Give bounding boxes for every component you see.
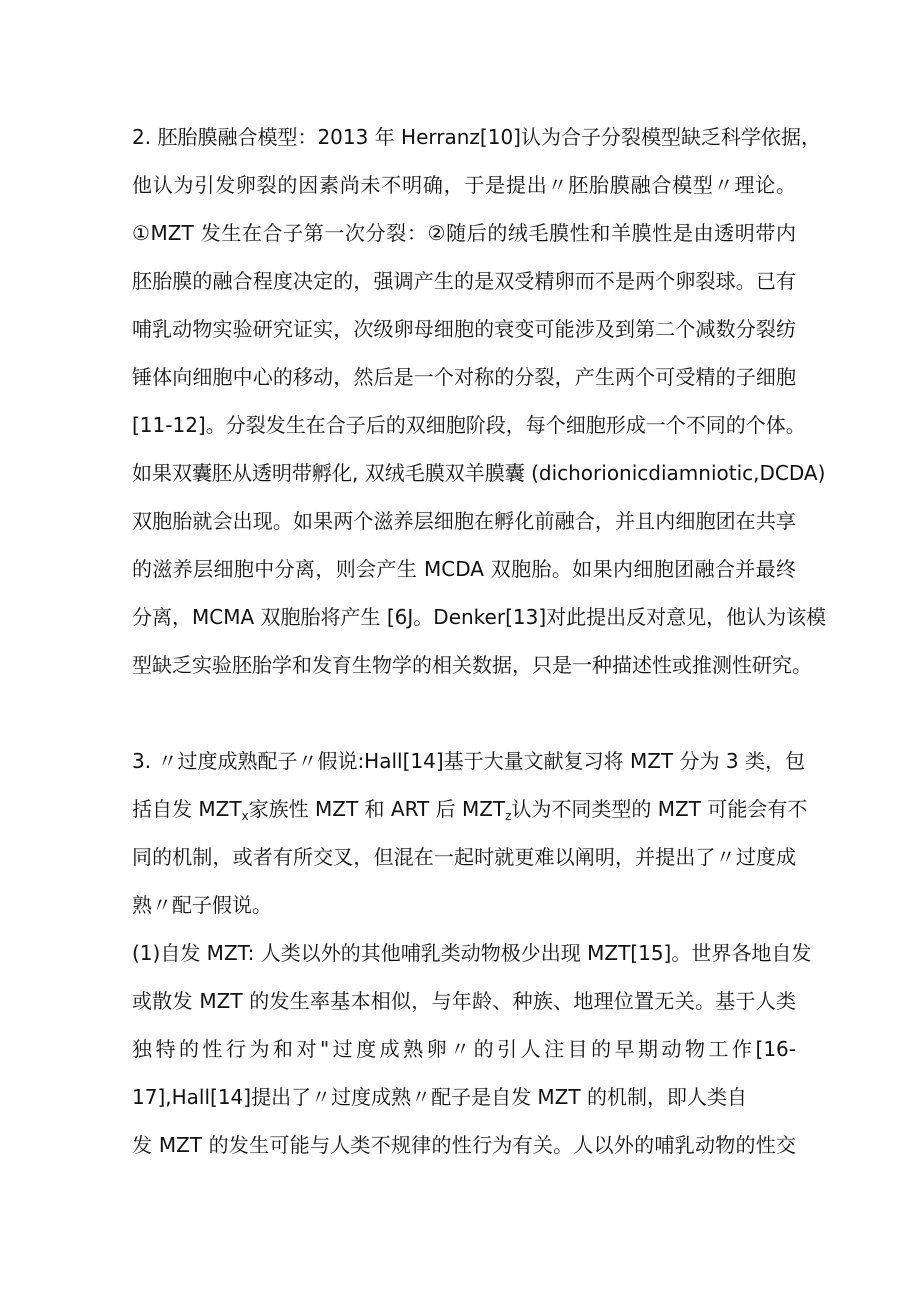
paragraph-3-line-2	[132, 794, 808, 824]
paragraph-2-line-10: 的滋养层细胞中分离，则会产生 MCDA 双胞胎。如果内细胞团融合并最终	[132, 557, 796, 581]
paragraph-2-line-12: 型缺乏实验胚胎学和发育生物学的相关数据，只是一种描述性或推测性研究。	[132, 653, 812, 677]
paragraph-2-line-4: 胚胎膜的融合程度决定的，强调产生的是双受精卵而不是两个卵裂球。已有	[132, 269, 796, 293]
subscript-z: z	[505, 809, 512, 823]
paragraph-3-1-line-3: 独特的性行为和对"过度成熟卵〃的引人注目的早期动物工作[16-	[132, 1037, 796, 1061]
paragraph-2-line-5: 哺乳动物实验研究证实，次级卵母细胞的衰变可能涉及到第二个减数分裂纺	[132, 317, 796, 341]
subscript-x: x	[241, 809, 249, 823]
paragraph-3-1-line-1: (1)自发 MZT: 人类以外的其他哺乳类动物极少出现 MZT[15]。世界各地自发	[132, 941, 812, 965]
paragraph-2-line-9: 双胞胎就会出现。如果两个滋养层细胞在孵化前融合，并且内细胞团在共享	[132, 509, 796, 533]
paragraph-3-1-line-4: 17],Hall[14]提出了〃过度成熟〃配子是自发 MZT 的机制，即人类自	[132, 1085, 747, 1109]
paragraph-3-line-2-part-c: 认为不同类型的 MZT 可能会有不	[511, 797, 808, 821]
paragraph-3-line-4: 熟〃配子假说。	[132, 893, 272, 917]
paragraph-2-line-1: 2. 胚胎膜融合模型：2013 年 Herranz[10]认为合子分裂模型缺乏科学依据，	[132, 125, 821, 149]
paragraph-2-line-11: 分离，MCMA 双胞胎将产生 [6J。Denker[13]对此提出反对意见，他认为该模	[132, 605, 827, 629]
paragraph-2-line-7: [11-12]。分裂发生在合子后的双细胞阶段，每个细胞形成一个不同的个体。	[132, 413, 806, 437]
paragraph-2-line-2: 他认为引发卵裂的因素尚未不明确，于是提出〃胚胎膜融合模型〃理论。	[132, 173, 796, 197]
paragraph-3-line-2-part-a: 括自发 MZT	[132, 797, 242, 821]
paragraph-3-line-3: 同的机制，或者有所交叉，但混在一起时就更难以阐明，并提出了〃过度成	[132, 845, 796, 869]
paragraph-2-line-6: 锤体向细胞中心的移动，然后是一个对称的分裂，产生两个可受精的子细胞	[132, 365, 796, 389]
paragraph-3-1-line-5: 发 MZT 的发生可能与人类不规律的性行为有关。人以外的哺乳动物的性交	[132, 1133, 796, 1157]
paragraph-3-1-line-2: 或散发 MZT 的发生率基本相似，与年龄、种族、地理位置无关。基于人类	[132, 989, 796, 1013]
paragraph-2-line-8: 如果双囊胚从透明带孵化, 双绒毛膜双羊膜囊 (dichorionicdiamniotic,DCDA)	[132, 461, 826, 485]
paragraph-3-line-2-part-b: 家族性 MZT 和 ART 后 MZT	[248, 797, 506, 821]
paragraph-2-line-3: ①MZT 发生在合子第一次分裂：②随后的绒毛膜性和羊膜性是由透明带内	[132, 221, 796, 245]
paragraph-3-line-1: 3. 〃过度成熟配子〃假说:Hall[14]基于大量文献复习将 MZT 分为 3 类，包	[132, 749, 805, 773]
